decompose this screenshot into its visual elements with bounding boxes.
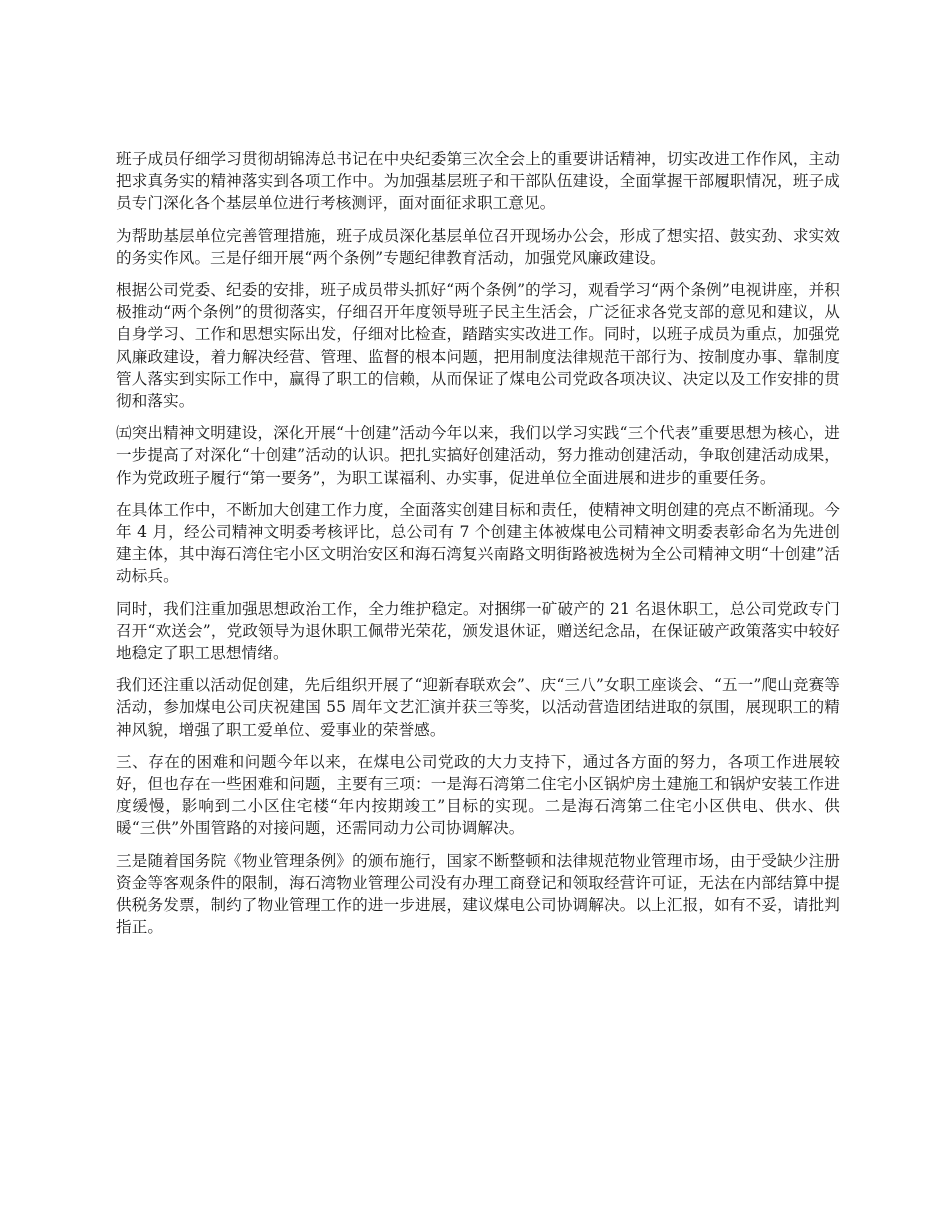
paragraph: 为帮助基层单位完善管理措施，班子成员深化基层单位召开现场办公会，形成了想实招、鼓实劲、求实效的务实作风。三是仔细开展“两个条例”专题纪律教育活动，加强党风廉政建设。 (116, 226, 840, 267)
paragraph: 三是随着国务院《物业管理条例》的颁布施行，国家不断整顿和法律规范物业管理市场，由于受缺少注册资金等客观条件的限制，海石湾物业管理公司没有办理工商登记和领取经营许可证，无法在内部结算中提供税务发票，制约了物业管理工作的进一步进展，建议煤电公司协调解决。以上汇报，如有不妥，请批判指正。 (116, 851, 840, 937)
paragraph: 在具体工作中，不断加大创建工作力度，全面落实创建目标和责任，使精神文明创建的亮点不断涌现。今年 4 月，经公司精神文明委考核评比，总公司有 7 个创建主体被煤电公司精神文明委表彰命名为先进创建主体，其中海石湾住宅小区文明治安区和海石湾复兴南路文明街路被选树为全公司精神文明“十创建”活动标兵。 (116, 500, 840, 586)
paragraph: 根据公司党委、纪委的安排，班子成员带头抓好“两个条例”的学习，观看学习“两个条例”电视讲座，并积极推动“两个条例”的贯彻落实，仔细召开年度领导班子民主生活会，广泛征求各党支部的意见和建议，从自身学习、工作和思想实际出发，仔细对比检查，踏踏实实改进工作。同时，以班子成员为重点，加强党风廉政建设，着力解决经营、管理、监督的根本问题，把用制度法律规范干部行为、按制度办事、靠制度管人落实到实际工作中，赢得了职工的信赖，从而保证了煤电公司党政各项决议、决定以及工作安排的贯彻和落实。 (116, 281, 840, 411)
paragraph: 班子成员仔细学习贯彻胡锦涛总书记在中央纪委第三次全会上的重要讲话精神，切实改进工作作风，主动把求真务实的精神落实到各项工作中。为加强基层班子和干部队伍建设，全面掌握干部履职情况，班子成员专门深化各个基层单位进行考核测评，面对面征求职工意见。 (116, 150, 840, 213)
paragraph: 三、存在的困难和问题今年以来，在煤电公司党政的大力支持下，通过各方面的努力，各项工作进展较好，但也存在一些困难和问题，主要有三项：一是海石湾第二住宅小区锅炉房土建施工和锅炉安装工作进度缓慢，影响到二小区住宅楼“年内按期竣工”目标的实现。二是海石湾第二住宅小区供电、供水、供暖“三供”外围管路的对接问题，还需同动力公司协调解决。 (116, 752, 840, 838)
paragraph: ㈤突出精神文明建设，深化开展“十创建”活动今年以来，我们以学习实践“三个代表”重要思想为核心，进一步提高了对深化“十创建”活动的认识。把扎实搞好创建活动，努力推动创建活动，争取创建活动成果，作为党政班子履行“第一要务”，为职工谋福利、办实事，促进单位全面进展和进步的重要任务。 (116, 424, 840, 487)
paragraph: 同时，我们注重加强思想政治工作，全力维护稳定。对捆绑一矿破产的 21 名退休职工，总公司党政专门召开“欢送会”，党政领导为退休职工佩带光荣花，颁发退休证，赠送纪念品，在保证破产政策落实中较好地稳定了职工思想情绪。 (116, 599, 840, 663)
document-body (116, 148, 840, 949)
paragraph: 我们还注重以活动促创建，先后组织开展了“迎新春联欢会”、庆“三八”女职工座谈会、“五一”爬山竞赛等活动，参加煤电公司庆祝建国 55 周年文艺汇演并获三等奖，以活动营造团结进取的氛围，展现职工的精神风貌，增强了职工爱单位、爱事业的荣誉感。 (116, 676, 840, 739)
